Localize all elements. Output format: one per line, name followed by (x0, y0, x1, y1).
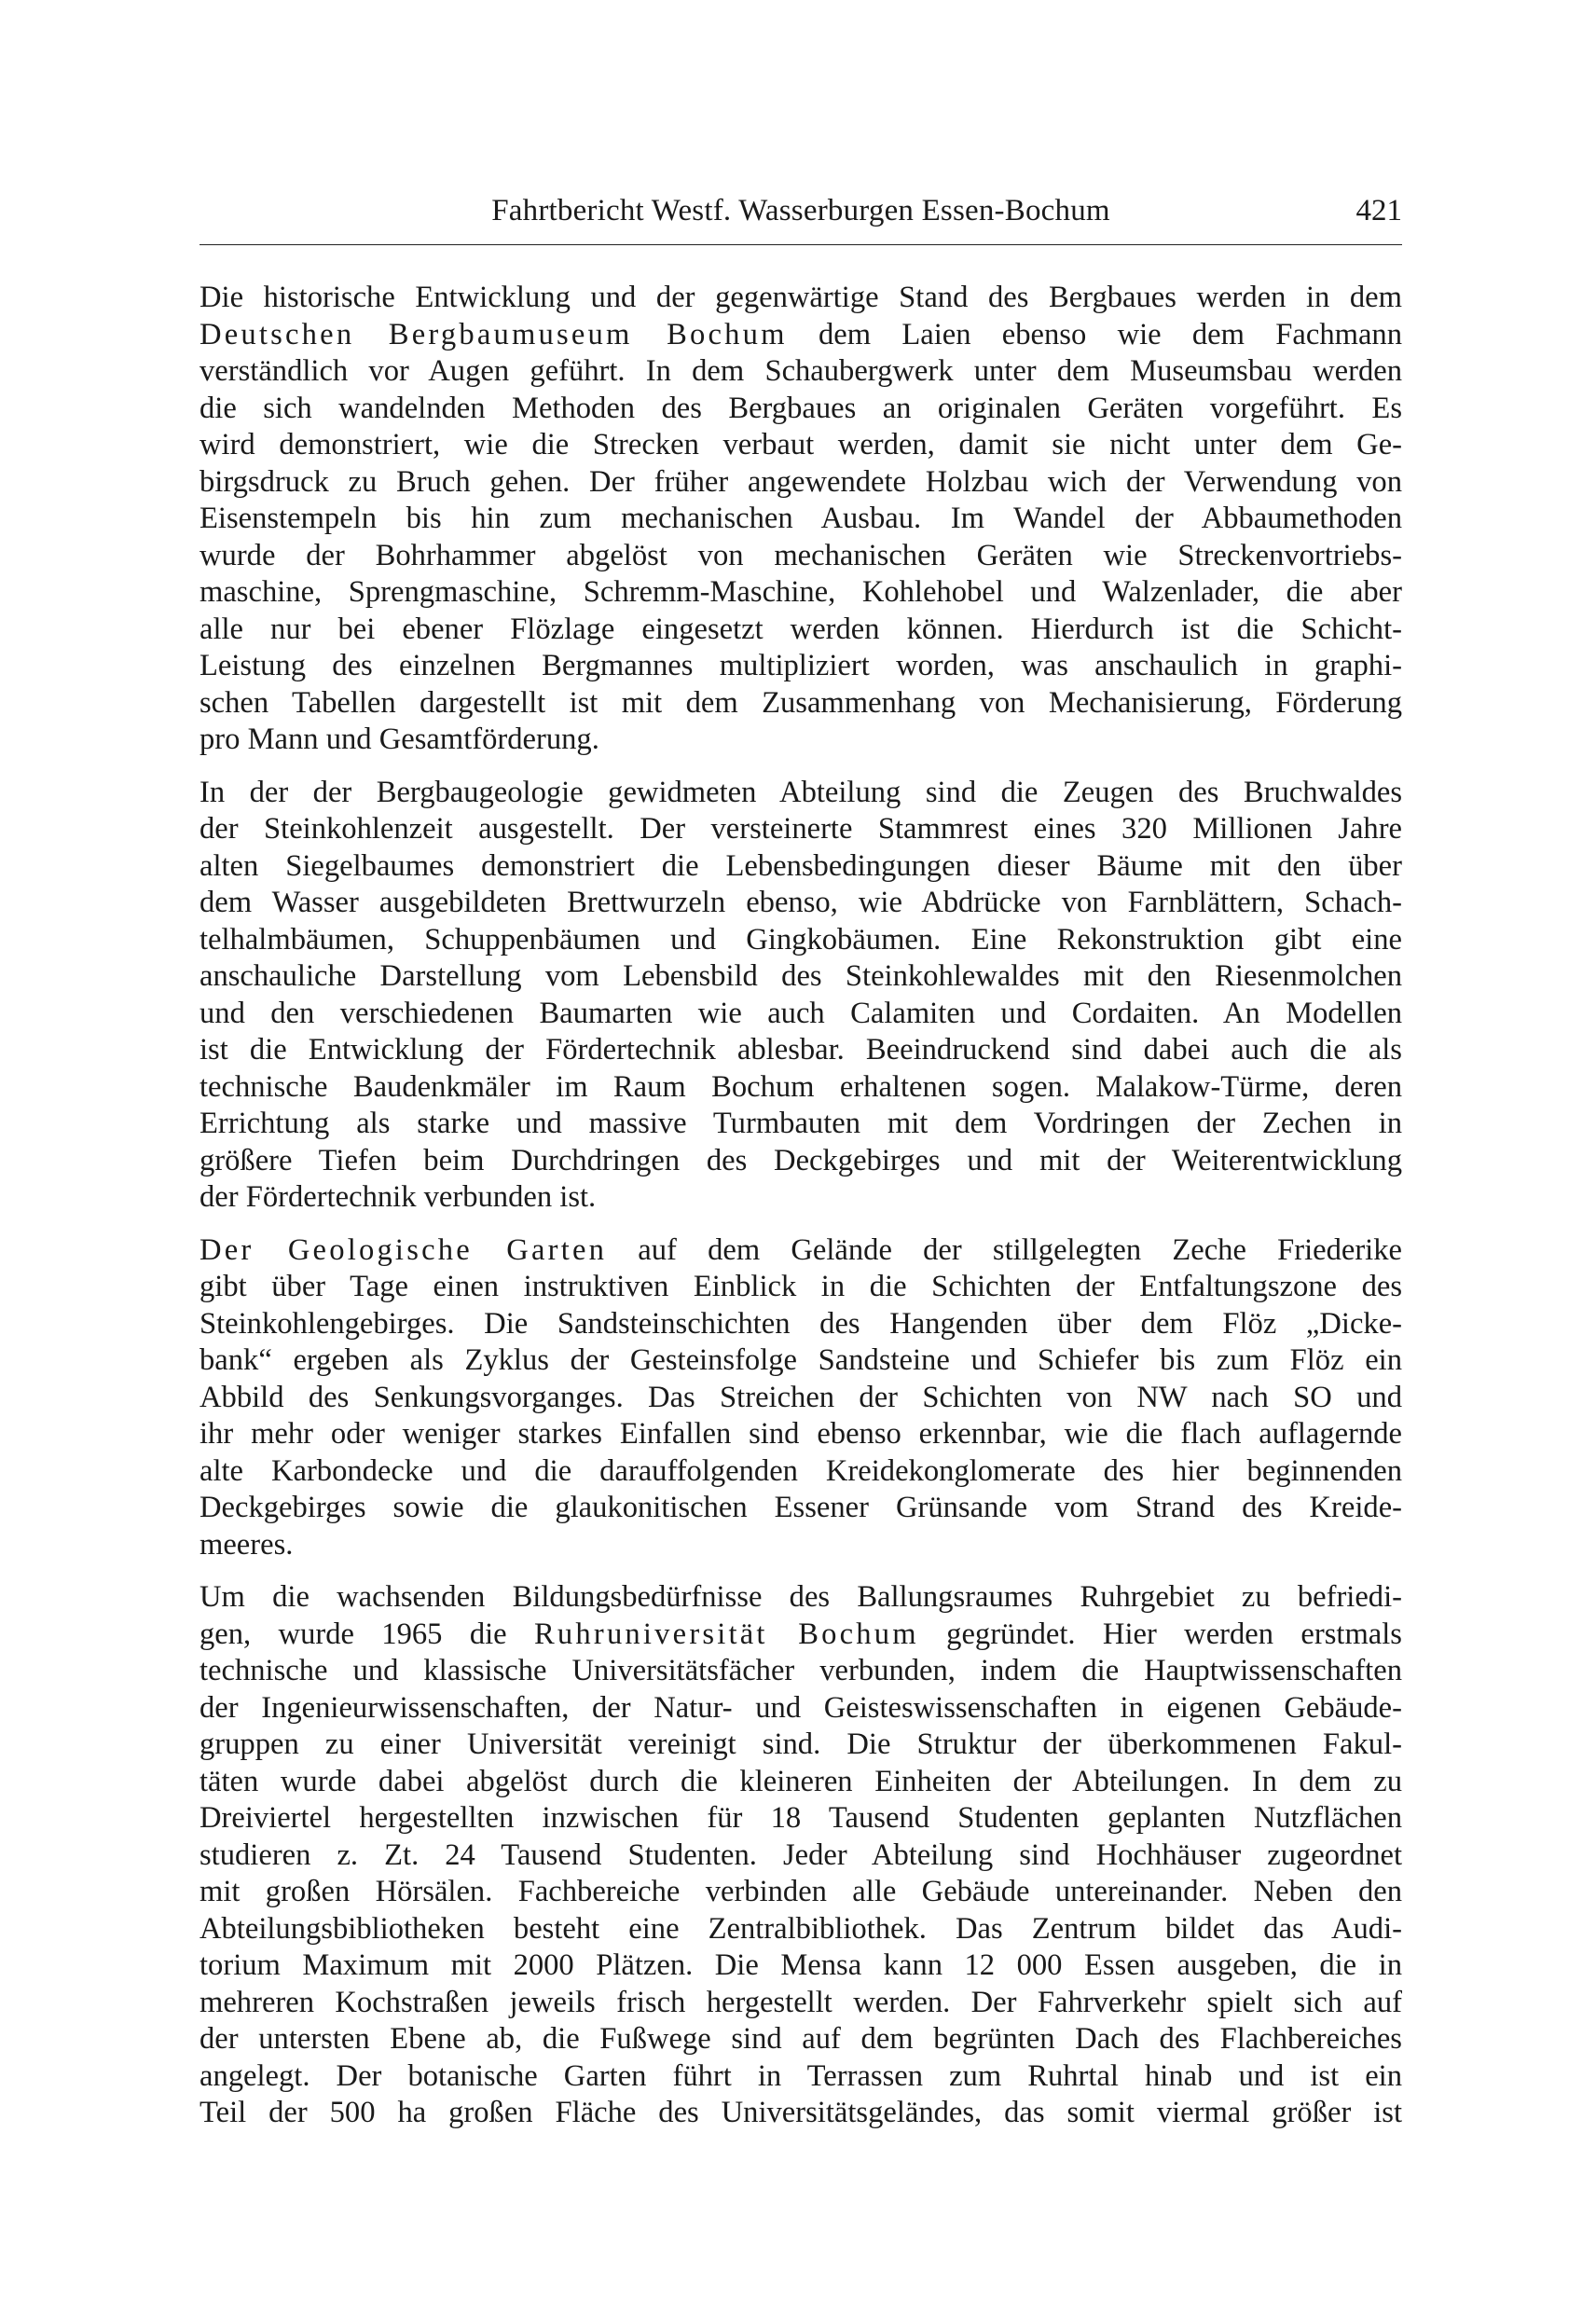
text-line: alte Karbondecke und die darauffolgenden Kreidekonglomerate des hier beginnenden (200, 1453, 1402, 1488)
body-text (200, 280, 1402, 2148)
text-line: und den verschiedenen Baumarten wie auch Calamiten und Cordaiten. An Modellen (200, 996, 1402, 1030)
text-line: Dreiviertel hergestellten inzwischen für 18 Tausend Studenten geplanten Nutzflächen (200, 1801, 1402, 1835)
text-line: täten wurde dabei abgelöst durch die kleineren Einheiten der Abteilungen. In dem zu (200, 1764, 1402, 1798)
text-line: ihr mehr oder weniger starkes Einfallen sind ebenso erkennbar, wie die flach auflagernde (200, 1417, 1402, 1451)
spaced-emphasis: Ruhruniversität Bochum (533, 1617, 919, 1651)
text-line: wurde der Bohrhammer abgelöst von mechanischen Geräten wie Streckenvortriebs- (200, 538, 1402, 572)
paragraph (200, 1232, 1402, 1564)
spaced-emphasis: Der Geologische Garten (200, 1232, 608, 1267)
text-line: pro Mann und Gesamtförderung. (200, 722, 599, 756)
text-line: die sich wandelnden Methoden des Bergbaues an originalen Geräten vorgeführt. Es (200, 391, 1402, 425)
text-line: Abteilungsbibliotheken besteht eine Zentralbibliothek. Das Zentrum bildet das Audi- (200, 1911, 1402, 1946)
text-line: Abbild des Senkungsvorganges. Das Streichen der Schichten von NW nach SO und (200, 1380, 1402, 1414)
spaced-emphasis: Deutschen Bergbaumuseum Bochum (200, 317, 788, 351)
text-line: meeres. (200, 1527, 294, 1562)
text-line: alle nur bei ebener Flözlage eingesetzt werden können. Hierdurch ist die Schicht- (200, 612, 1402, 646)
text-line: technische und klassische Universitätsfächer verbunden, indem die Hauptwissenschaften (200, 1654, 1402, 1687)
text-line: gen, wurde 1965 die Ruhruniversität Bochum gegründet. Hier werden erstmals (200, 1617, 1402, 1651)
text-line: der Fördertechnik verbunden ist. (200, 1180, 597, 1214)
text-line: Steinkohlengebirges. Die Sandsteinschichten des Hangenden über dem Flöz „Dicke- (200, 1306, 1402, 1341)
text-line: In der der Bergbaugeologie gewidmeten Abteilung sind die Zeugen des Bruchwaldes (200, 775, 1402, 809)
text-line: der Ingenieurwissenschaften, der Natur- und Geisteswissenschaften in eigenen Gebäude- (200, 1690, 1402, 1725)
text-line: maschine, Sprengmaschine, Schremm-Maschine, Kohlehobel und Walzenlader, die aber (200, 575, 1402, 609)
running-header (200, 186, 1402, 245)
text-line: gruppen zu einer Universität vereinigt sind. Die Struktur der überkommenen Fakul- (200, 1727, 1402, 1761)
header-title: Fahrtbericht Westf. Wasserburgen Essen-Bochum (491, 194, 1110, 227)
text-line: torium Maximum mit 2000 Plätzen. Die Mensa kann 12 000 Essen ausgeben, die in (200, 1948, 1402, 1982)
text-line: bank“ ergeben als Zyklus der Gesteinsfolge Sandsteine und Schiefer bis zum Flöz ein (200, 1343, 1402, 1377)
text-line: ist die Entwicklung der Fördertechnik ablesbar. Beeindruckend sind dabei auch die als (200, 1033, 1402, 1067)
text-line: Die historische Entwicklung und der gegenwärtige Stand des Bergbaues werden in dem (200, 281, 1402, 314)
paragraph (200, 1579, 1402, 2132)
text-line: Eisenstempeln bis hin zum mechanischen Ausbau. Im Wandel der Abbaumethoden (200, 502, 1402, 535)
text-line: wird demonstriert, wie die Strecken verbaut werden, damit sie nicht unter dem Ge- (200, 428, 1402, 461)
text-line: angelegt. Der botanische Garten führt in Terrassen zum Ruhrtal hinab und ist ein (200, 2058, 1402, 2093)
text-line: verständlich vor Augen geführt. In dem Schaubergwerk unter dem Museumsbau werden (200, 354, 1402, 388)
text-line: größere Tiefen beim Durchdringen des Deckgebirges und mit der Weiterentwicklung (200, 1143, 1402, 1177)
text-line: schen Tabellen dargestellt ist mit dem Zusammenhang von Mechanisierung, Förderung (200, 685, 1402, 720)
page-number: 421 (1355, 194, 1402, 227)
text-line: telhalmbäumen, Schuppenbäumen und Gingkobäumen. Eine Rekonstruktion gibt eine (200, 922, 1402, 956)
paragraph (200, 280, 1402, 759)
text-line: mehreren Kochstraßen jeweils frisch hergestellt werden. Der Fahrverkehr spielt sich auf (200, 1985, 1402, 2019)
text-line: alten Siegelbaumes demonstriert die Lebensbedingungen dieser Bäume mit den über (200, 848, 1402, 883)
text-line: Deutschen Bergbaumuseum Bochum dem Laien ebenso wie dem Fachmann (200, 317, 1402, 351)
text-line: technische Baudenkmäler im Raum Bochum erhaltenen sogen. Malakow-Türme, deren (200, 1069, 1402, 1104)
text-line: der Steinkohlenzeit ausgestellt. Der versteinerte Stammrest eines 320 Millionen Jahre (200, 812, 1402, 846)
text-line: Der Geologische Garten auf dem Gelände der stillgelegten Zeche Friederike (200, 1232, 1402, 1267)
text-line: Errichtung als starke und massive Turmbauten mit dem Vordringen der Zechen in (200, 1107, 1402, 1140)
text-line: Deckgebirges sowie die glaukonitischen Essener Grünsande vom Strand des Kreide- (200, 1491, 1402, 1524)
paragraph (200, 775, 1402, 1217)
text-line: anschauliche Darstellung vom Lebensbild des Steinkohlewaldes mit den Riesenmolchen (200, 959, 1402, 993)
text-line: mit großen Hörsälen. Fachbereiche verbinden alle Gebäude untereinander. Neben den (200, 1875, 1402, 1908)
text-line: Um die wachsenden Bildungsbedürfnisse des Ballungsraumes Ruhrgebiet zu befriedi- (200, 1580, 1402, 1614)
text-line: Teil der 500 ha großen Fläche des Universitätsgeländes, das somit viermal größer ist (200, 2096, 1402, 2129)
text-line: birgsdruck zu Bruch gehen. Der früher angewendete Holzbau wich der Verwendung von (200, 464, 1402, 499)
text-line: Leistung des einzelnen Bergmannes multipliziert worden, was anschaulich in graphi- (200, 649, 1402, 682)
text-line: gibt über Tage einen instruktiven Einblick in die Schichten der Entfaltungszone des (200, 1270, 1402, 1303)
text-line: dem Wasser ausgebildeten Brettwurzeln ebenso, wie Abdrücke von Farnblättern, Schach- (200, 886, 1402, 919)
text-line: der untersten Ebene ab, die Fußwege sind auf dem begrünten Dach des Flachbereiches (200, 2022, 1402, 2056)
text-line: studieren z. Zt. 24 Tausend Studenten. Jeder Abteilung sind Hochhäuser zugeordnet (200, 1837, 1402, 1872)
